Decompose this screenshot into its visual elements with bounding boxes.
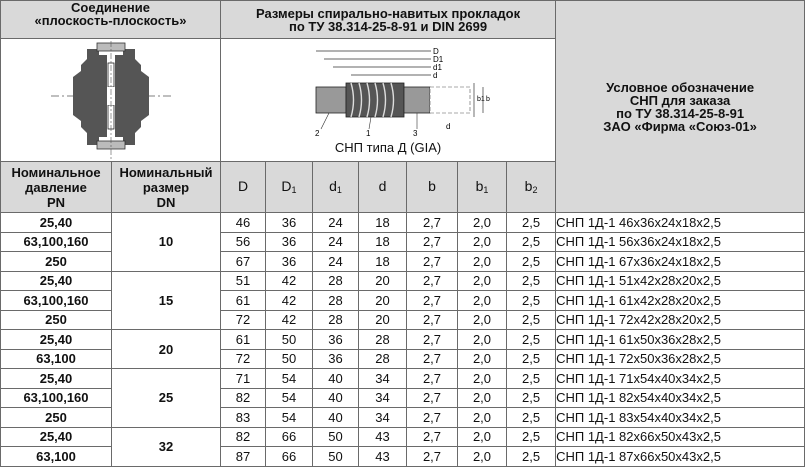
value-cell-b: 2,7 [407,369,458,389]
table-body [1,213,805,467]
value-cell-b2: 2,5 [507,388,556,408]
dn-cell: 10 [112,213,221,272]
pn-header-line1: Номинальное [11,164,101,180]
dimensions-header [221,1,556,39]
pn-cell: 25,40 [1,213,112,233]
dimensions-subtitle: по ТУ 38.314-25-8-91 и DIN 2699 [289,18,488,34]
value-cell-d1: 40 [313,388,359,408]
value-cell-b1: 2,0 [458,408,507,428]
value-cell-d1: 54 [266,388,313,408]
table-row [1,427,805,447]
value-cell-d1: 42 [266,291,313,311]
label-d: d [433,71,438,80]
value-cell-b2: 2,5 [507,330,556,350]
value-cell-b: 2,7 [407,271,458,291]
value-cell-b: 2,7 [407,408,458,428]
label-2: 2 [315,129,320,138]
value-cell-b: 2,7 [407,349,458,369]
value-cell-b: 2,7 [407,310,458,330]
designation-cell: СНП 1Д-1 82x66x50x43x2,5 [556,427,805,447]
designation-header [556,1,805,213]
value-cell-d: 82 [221,388,266,408]
pn-cell: 25,40 [1,330,112,350]
value-cell-d: 83 [221,408,266,428]
designation-cell: СНП 1Д-1 72x42x28x20x2,5 [556,310,805,330]
pn-cell: 63,100 [1,447,112,467]
designation-cell: СНП 1Д-1 82x54x40x34x2,5 [556,388,805,408]
col-d [359,162,407,213]
value-cell-d: 43 [359,447,407,467]
value-cell-b2: 2,5 [507,291,556,311]
value-cell-d1: 36 [266,213,313,233]
value-cell-d: 34 [359,388,407,408]
value-cell-d: 18 [359,232,407,252]
value-cell-b1: 2,0 [458,291,507,311]
value-cell-d: 20 [359,310,407,330]
designation-line-4: ЗАО «Фирма «Союз-01» [603,118,757,134]
col-D [221,162,266,213]
value-cell-d1: 66 [266,427,313,447]
value-cell-b2: 2,5 [507,213,556,233]
value-cell-d: 43 [359,427,407,447]
value-cell-d: 18 [359,213,407,233]
value-cell-d1: 42 [266,271,313,291]
value-cell-d: 34 [359,408,407,428]
designation-cell: СНП 1Д-1 72x50x36x28x2,5 [556,349,805,369]
designation-cell: СНП 1Д-1 51x42x28x20x2,5 [556,271,805,291]
value-cell-d: 61 [221,291,266,311]
gasket-drawing-cell [221,39,556,162]
dn-cell: 32 [112,427,221,466]
table-row [1,271,805,291]
value-cell-d: 20 [359,271,407,291]
value-cell-b: 2,7 [407,213,458,233]
label-1: 1 [366,129,371,138]
designation-cell: СНП 1Д-1 61x50x36x28x2,5 [556,330,805,350]
value-cell-d1: 24 [313,213,359,233]
value-cell-d: 72 [221,349,266,369]
value-cell-d: 20 [359,291,407,311]
col-b2-sub: 2 [532,185,538,195]
value-cell-d1: 28 [313,291,359,311]
value-cell-b1: 2,0 [458,427,507,447]
col-b-base: b [428,178,436,194]
col-b1-sub: 1 [483,185,489,195]
flange-drawing-cell [1,39,221,162]
value-cell-d: 87 [221,447,266,467]
value-cell-d1: 28 [313,271,359,291]
value-cell-d1: 24 [313,232,359,252]
value-cell-b1: 2,0 [458,213,507,233]
value-cell-b: 2,7 [407,447,458,467]
pn-cell: 25,40 [1,427,112,447]
value-cell-b: 2,7 [407,427,458,447]
pn-header-line2: давление [25,179,87,195]
value-cell-d1: 42 [266,310,313,330]
label-D1: D1 [433,55,444,64]
value-cell-d: 56 [221,232,266,252]
dn-cell: 15 [112,271,221,330]
value-cell-b1: 2,0 [458,330,507,350]
value-cell-d: 61 [221,330,266,350]
designation-line-3: по ТУ 38.314-25-8-91 [616,105,745,121]
dn-header [112,162,221,213]
value-cell-b: 2,7 [407,291,458,311]
value-cell-d1: 36 [313,330,359,350]
table-row [1,213,805,233]
flange-connection-drawing [11,41,211,159]
pn-cell: 63,100,160 [1,291,112,311]
col-D1 [266,162,313,213]
value-cell-d1: 36 [266,252,313,272]
value-cell-d: 18 [359,252,407,272]
value-cell-d1: 36 [313,349,359,369]
dn-header-line1: Номинальный [119,164,213,180]
value-cell-d: 82 [221,427,266,447]
table-row [1,330,805,350]
pn-cell: 250 [1,310,112,330]
label-d1: d1 [433,63,442,72]
pn-cell: 63,100,160 [1,232,112,252]
col-d1-base: d [329,178,337,194]
value-cell-b2: 2,5 [507,369,556,389]
value-cell-d1: 40 [313,408,359,428]
value-cell-b2: 2,5 [507,427,556,447]
value-cell-b2: 2,5 [507,349,556,369]
designation-cell: СНП 1Д-1 71x54x40x34x2,5 [556,369,805,389]
col-b2-base: b [524,178,533,194]
label-b1: b1 [477,96,485,103]
designation-title: Условное обозначение [606,79,755,95]
col-D-base: D [237,178,249,194]
label-b: b [486,96,490,103]
value-cell-d: 28 [359,330,407,350]
value-cell-b1: 2,0 [458,252,507,272]
value-cell-b1: 2,0 [458,388,507,408]
col-b2 [507,162,556,213]
connection-title: Соединение [71,0,150,15]
pn-cell: 63,100,160 [1,388,112,408]
value-cell-d: 34 [359,369,407,389]
value-cell-d: 46 [221,213,266,233]
value-cell-d: 67 [221,252,266,272]
col-b1 [458,162,507,213]
value-cell-b1: 2,0 [458,310,507,330]
connection-subtitle: «плоскость-плоскость» [34,13,187,28]
value-cell-b: 2,7 [407,252,458,272]
drawing-caption: СНП типа Д (GIA) [334,140,442,155]
dn-header-line2: размер [142,179,190,195]
dn-header-line3: DN [156,194,176,210]
col-D1-base: D [281,178,292,194]
designation-cell: СНП 1Д-1 67x36x24x18x2,5 [556,252,805,272]
value-cell-d1: 24 [313,252,359,272]
pn-cell: 250 [1,408,112,428]
value-cell-d1: 50 [313,427,359,447]
pn-cell: 25,40 [1,369,112,389]
dn-cell: 25 [112,369,221,428]
dn-cell: 20 [112,330,221,369]
value-cell-b1: 2,0 [458,369,507,389]
value-cell-d1: 66 [266,447,313,467]
value-cell-b1: 2,0 [458,349,507,369]
col-d1-sub: 1 [336,185,342,195]
value-cell-d1: 54 [266,408,313,428]
value-cell-b2: 2,5 [507,408,556,428]
value-cell-d1: 40 [313,369,359,389]
value-cell-d: 51 [221,271,266,291]
value-cell-b1: 2,0 [458,447,507,467]
designation-cell: СНП 1Д-1 83x54x40x34x2,5 [556,408,805,428]
connection-header [1,1,221,39]
label-D: D [433,47,439,56]
designation-cell: СНП 1Д-1 87x66x50x43x2,5 [556,447,805,467]
pn-cell: 25,40 [1,271,112,291]
value-cell-d1: 50 [266,349,313,369]
gasket-cross-section-drawing [221,39,556,139]
value-cell-b2: 2,5 [507,447,556,467]
value-cell-d: 72 [221,310,266,330]
col-d1 [313,162,359,213]
value-cell-b2: 2,5 [507,252,556,272]
col-b1-base: b [475,178,484,194]
label-3: 3 [413,129,418,138]
value-cell-b1: 2,0 [458,271,507,291]
value-cell-d1: 36 [266,232,313,252]
table-row [1,369,805,389]
value-cell-d: 71 [221,369,266,389]
pn-cell: 63,100 [1,349,112,369]
designation-cell: СНП 1Д-1 56x36x24x18x2,5 [556,232,805,252]
value-cell-b2: 2,5 [507,232,556,252]
value-cell-b: 2,7 [407,330,458,350]
value-cell-b1: 2,0 [458,232,507,252]
col-D1-sub: 1 [291,185,297,195]
value-cell-d1: 50 [266,330,313,350]
value-cell-b: 2,7 [407,232,458,252]
designation-cell: СНП 1Д-1 61x42x28x20x2,5 [556,291,805,311]
value-cell-d1: 28 [313,310,359,330]
value-cell-d1: 50 [313,447,359,467]
value-cell-b2: 2,5 [507,310,556,330]
col-b [407,162,458,213]
designation-line-2: СНП для заказа [629,92,731,108]
label-d-bottom: d [446,122,451,131]
pn-header-line3: PN [46,194,66,210]
pn-cell: 250 [1,252,112,272]
designation-cell: СНП 1Д-1 46x36x24x18x2,5 [556,213,805,233]
value-cell-b2: 2,5 [507,271,556,291]
value-cell-d: 28 [359,349,407,369]
dimensions-title: Размеры спирально-навитых прокладок [255,5,521,21]
col-d-base: d [378,178,387,194]
value-cell-b: 2,7 [407,388,458,408]
value-cell-d1: 54 [266,369,313,389]
pn-header [1,162,112,213]
